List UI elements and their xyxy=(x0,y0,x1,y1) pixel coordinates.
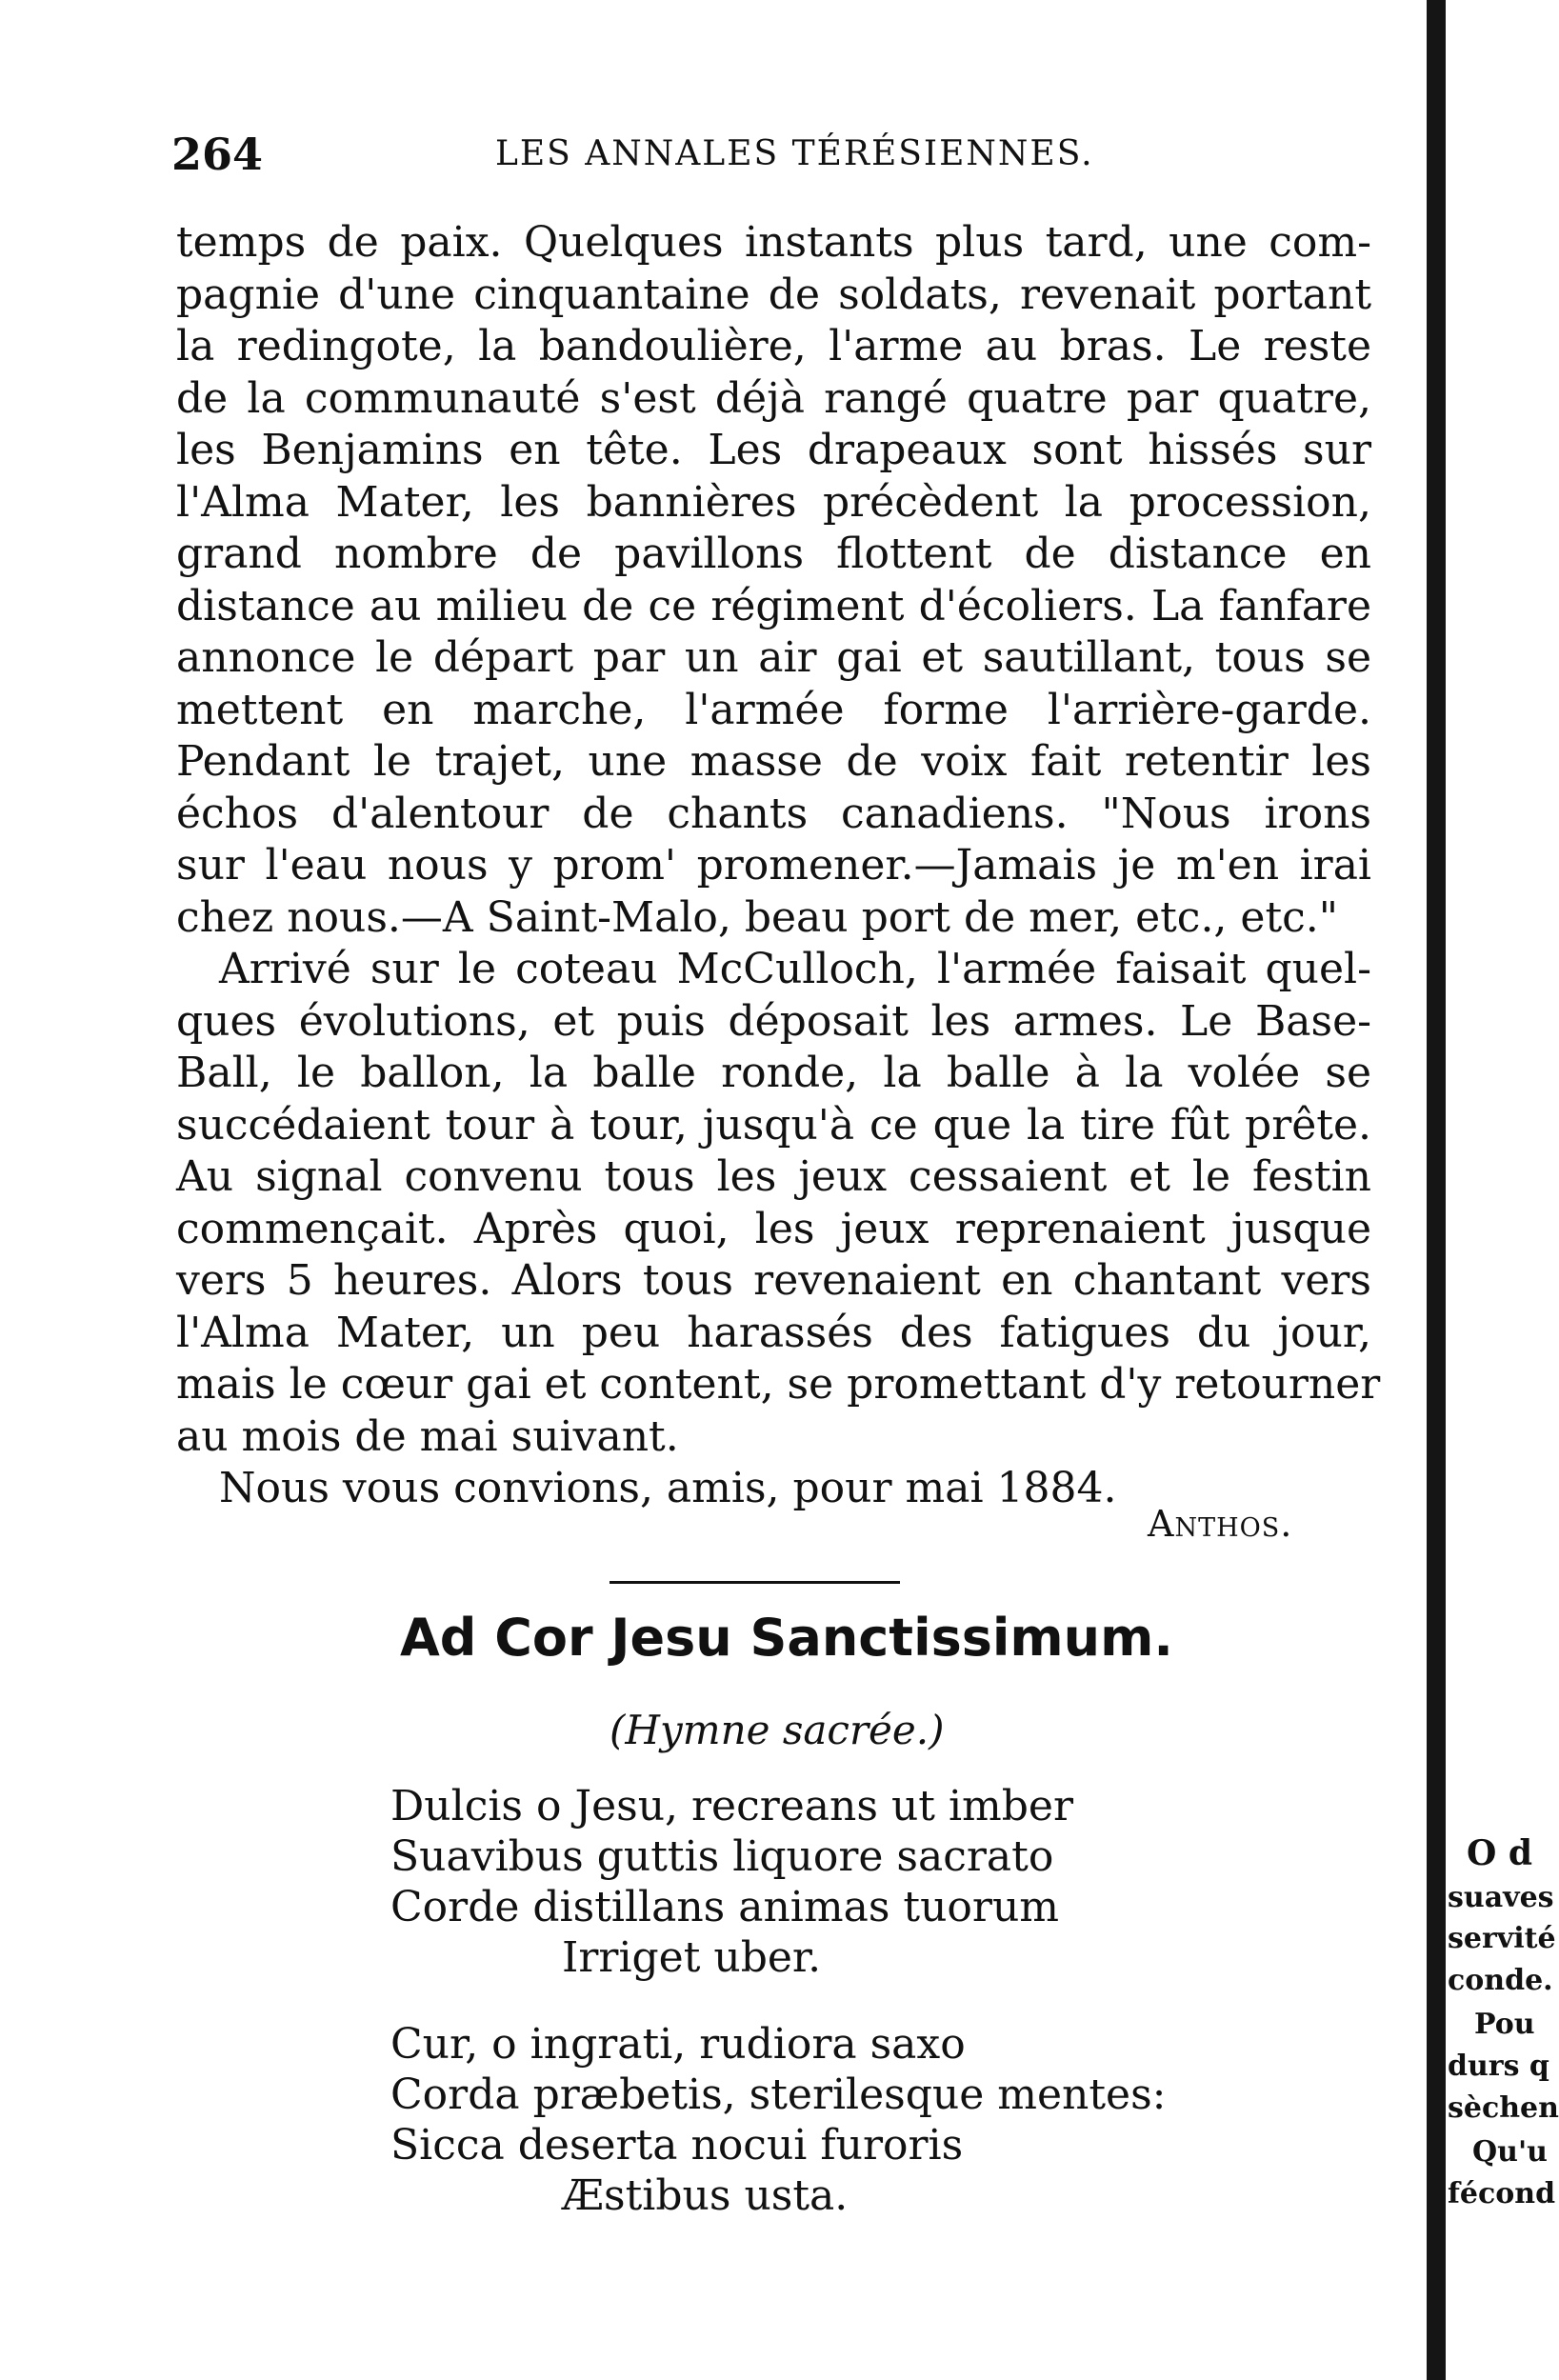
verse-line: Sicca deserta nocui furoris xyxy=(390,2121,964,2170)
adjacent-page-fragment: fécond xyxy=(1448,2177,1556,2210)
adjacent-page-fragment: Pou xyxy=(1474,2008,1535,2041)
page-number: 264 xyxy=(171,129,264,180)
article-body xyxy=(176,217,1381,1515)
verse-line: Corda præbetis, sterilesque mentes: xyxy=(390,2070,1167,2119)
body-line: échos d'alentour de chants canadiens. "Nous irons xyxy=(176,789,1371,838)
body-line: les Benjamins en tête. Les drapeaux sont hissés sur xyxy=(176,426,1371,474)
verse-line: Dulcis o Jesu, recreans ut imber xyxy=(390,1782,1073,1830)
verse-line: Irriget uber. xyxy=(562,1933,822,1982)
body-line: pagnie d'une cinquantaine de soldats, revenait portant xyxy=(176,270,1371,319)
body-line: la redingote, la bandoulière, l'arme au bras. Le reste xyxy=(176,322,1371,370)
page-header xyxy=(171,129,1409,186)
adjacent-page-fragment: servité xyxy=(1448,1922,1556,1955)
body-line: de la communauté s'est déjà rangé quatre par quatre, xyxy=(176,373,1371,423)
verse-line: Suavibus guttis liquore sacrato xyxy=(390,1832,1054,1881)
verse-line: Æstibus usta. xyxy=(562,2171,849,2220)
body-line: sur l'eau nous y prom' promener.—Jamais je m'en irai xyxy=(176,841,1371,890)
author-signature: Anthos. xyxy=(1148,1503,1293,1545)
adjacent-page-edge xyxy=(1446,0,1559,2380)
body-line: chez nous.—A Saint-Malo, beau port de mer, etc., etc." xyxy=(176,892,1338,942)
body-line: succédaient tour à tour, jusqu'à ce que la tire fût prête. xyxy=(176,1100,1371,1150)
body-line: Pendant le trajet, une masse de voix fait retentir les xyxy=(176,737,1371,786)
body-line: mais le cœur gai et content, se promettant d'y retourner xyxy=(176,1360,1381,1409)
body-line: commençait. Après quoi, les jeux reprenaient jusque xyxy=(176,1204,1371,1253)
verse-line: Cur, o ingrati, rudiora saxo xyxy=(390,2020,966,2069)
body-line: vers 5 heures. Alors tous revenaient en chantant vers xyxy=(176,1256,1371,1305)
hymn-stanza xyxy=(390,2019,1167,2221)
body-line: temps de paix. Quelques instants plus tard, une com- xyxy=(176,218,1371,267)
body-line: mettent en marche, l'armée forme l'arrière-garde. xyxy=(176,685,1371,734)
body-line: l'Alma Mater, un peu harassés des fatigues du jour, xyxy=(176,1308,1371,1357)
section-divider xyxy=(610,1581,900,1584)
verse-line: Corde distillans animas tuorum xyxy=(390,1883,1060,1931)
hymn-title: Ad Cor Jesu Sanctissimum. xyxy=(400,1608,1173,1668)
running-title: LES ANNALES TÉRÉSIENNES. xyxy=(495,134,1094,173)
body-line: distance au milieu de ce régiment d'écoliers. La fanfare xyxy=(176,581,1371,630)
page-gutter-shadow xyxy=(1427,0,1446,2380)
adjacent-page-fragment: conde. xyxy=(1448,1964,1553,1997)
adjacent-page-fragment: suaves xyxy=(1448,1881,1554,1914)
adjacent-page-fragment: sèchen xyxy=(1448,2091,1559,2125)
body-line: au mois de mai suivant. xyxy=(176,1411,679,1461)
body-line: Ball, le ballon, la balle ronde, la balle à la volée se xyxy=(176,1049,1371,1097)
body-line: l'Alma Mater, les bannières précèdent la procession, xyxy=(176,477,1371,527)
hymn-subtitle: (Hymne sacrée.) xyxy=(610,1707,945,1753)
adjacent-page-fragment: Qu'u xyxy=(1472,2135,1548,2169)
body-line: grand nombre de pavillons flottent de distance en xyxy=(176,530,1371,578)
hymn-stanza xyxy=(390,1781,1073,1983)
body-line: Nous vous convions, amis, pour mai 1884. xyxy=(219,1464,1117,1512)
adjacent-page-fragment: O d xyxy=(1467,1833,1533,1873)
body-line: Au signal convenu tous les jeux cessaient et le festin xyxy=(176,1152,1371,1201)
body-line: ques évolutions, et puis déposait les armes. Le Base- xyxy=(176,996,1371,1046)
body-line: Arrivé sur le coteau McCulloch, l'armée faisait quel- xyxy=(219,945,1371,993)
adjacent-page-fragment: durs q xyxy=(1448,2050,1549,2083)
body-line: annonce le départ par un air gai et sautillant, tous se xyxy=(176,633,1371,682)
